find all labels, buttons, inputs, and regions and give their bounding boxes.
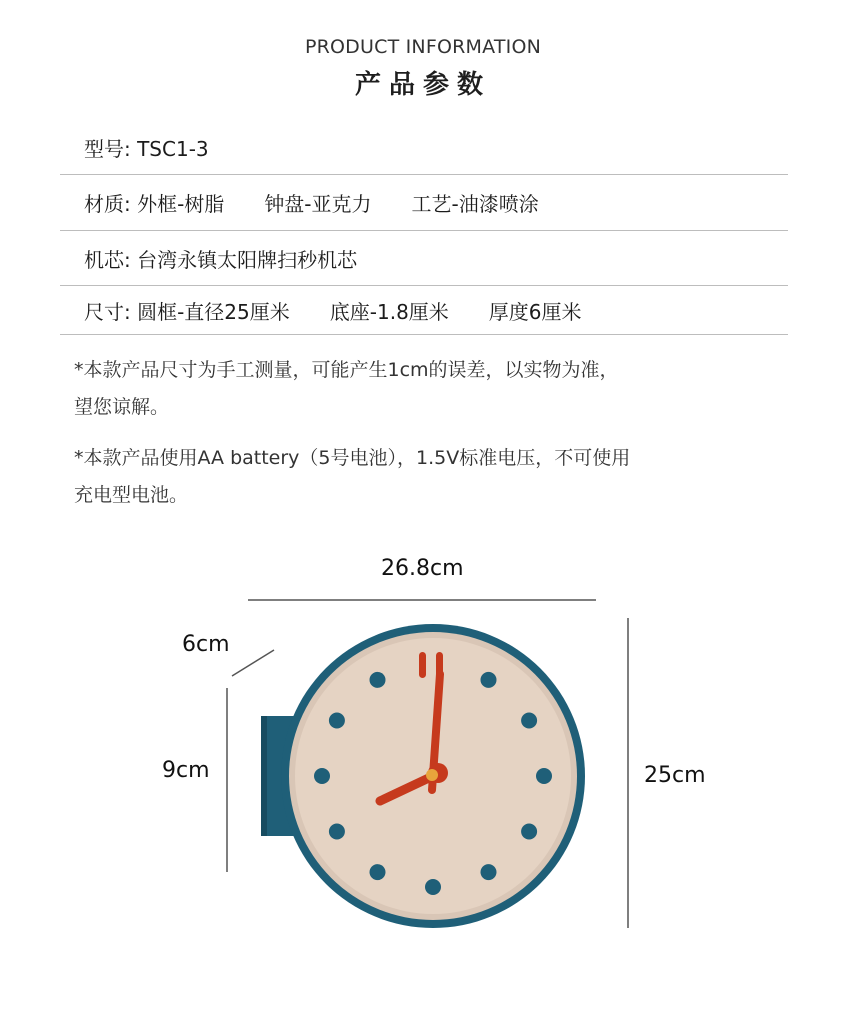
spec-model: 型号: TSC1-3 [84, 136, 209, 161]
dimension-depth-label: 6cm [182, 632, 230, 657]
spec-size-frame: 尺寸: 圆框-直径25厘米 [84, 299, 290, 324]
twelve-marker-left [419, 652, 426, 678]
spec-size-thickness: 厚度6厘米 [488, 299, 582, 324]
hour-marker-1 [481, 672, 497, 688]
hour-marker-10 [329, 713, 345, 729]
header-title-cn: 产品参数 [354, 70, 491, 100]
center-cap [426, 769, 438, 781]
note-measurement-line1: *本款产品尺寸为手工测量，可能产生1cm的误差，以实物为准， [74, 359, 619, 381]
hour-marker-3 [536, 768, 552, 784]
hour-marker-4 [521, 824, 537, 840]
spec-size-base: 底座-1.8厘米 [329, 299, 449, 324]
dimension-base-label: 9cm [162, 758, 210, 783]
spec-movement: 机芯: 台湾永镇太阳牌扫秒机芯 [84, 247, 358, 272]
spec-material-dial: 钟盘-亚克力 [264, 192, 372, 216]
spec-material-process: 工艺-油漆喷涂 [411, 192, 539, 216]
header-title-en: PRODUCT INFORMATION [304, 36, 542, 58]
dimension-width-label: 26.8cm [381, 556, 464, 581]
hour-marker-11 [370, 672, 386, 688]
hour-marker-8 [329, 824, 345, 840]
spec-material-frame: 材质: 外框-树脂 [84, 192, 225, 216]
hour-marker-2 [521, 713, 537, 729]
dimension-height-label: 25cm [644, 763, 706, 788]
note-battery-line2: 充电型电池。 [74, 484, 189, 506]
depth-dimension-line [232, 650, 274, 676]
note-measurement-line2: 望您谅解。 [74, 396, 170, 418]
hour-marker-6 [425, 879, 441, 895]
hour-marker-5 [481, 864, 497, 880]
note-battery-line1: *本款产品使用AA battery（5号电池），1.5V标准电压，不可使用 [74, 447, 631, 469]
clock-base-shade [261, 716, 267, 836]
hour-marker-9 [314, 768, 330, 784]
hour-marker-7 [370, 864, 386, 880]
